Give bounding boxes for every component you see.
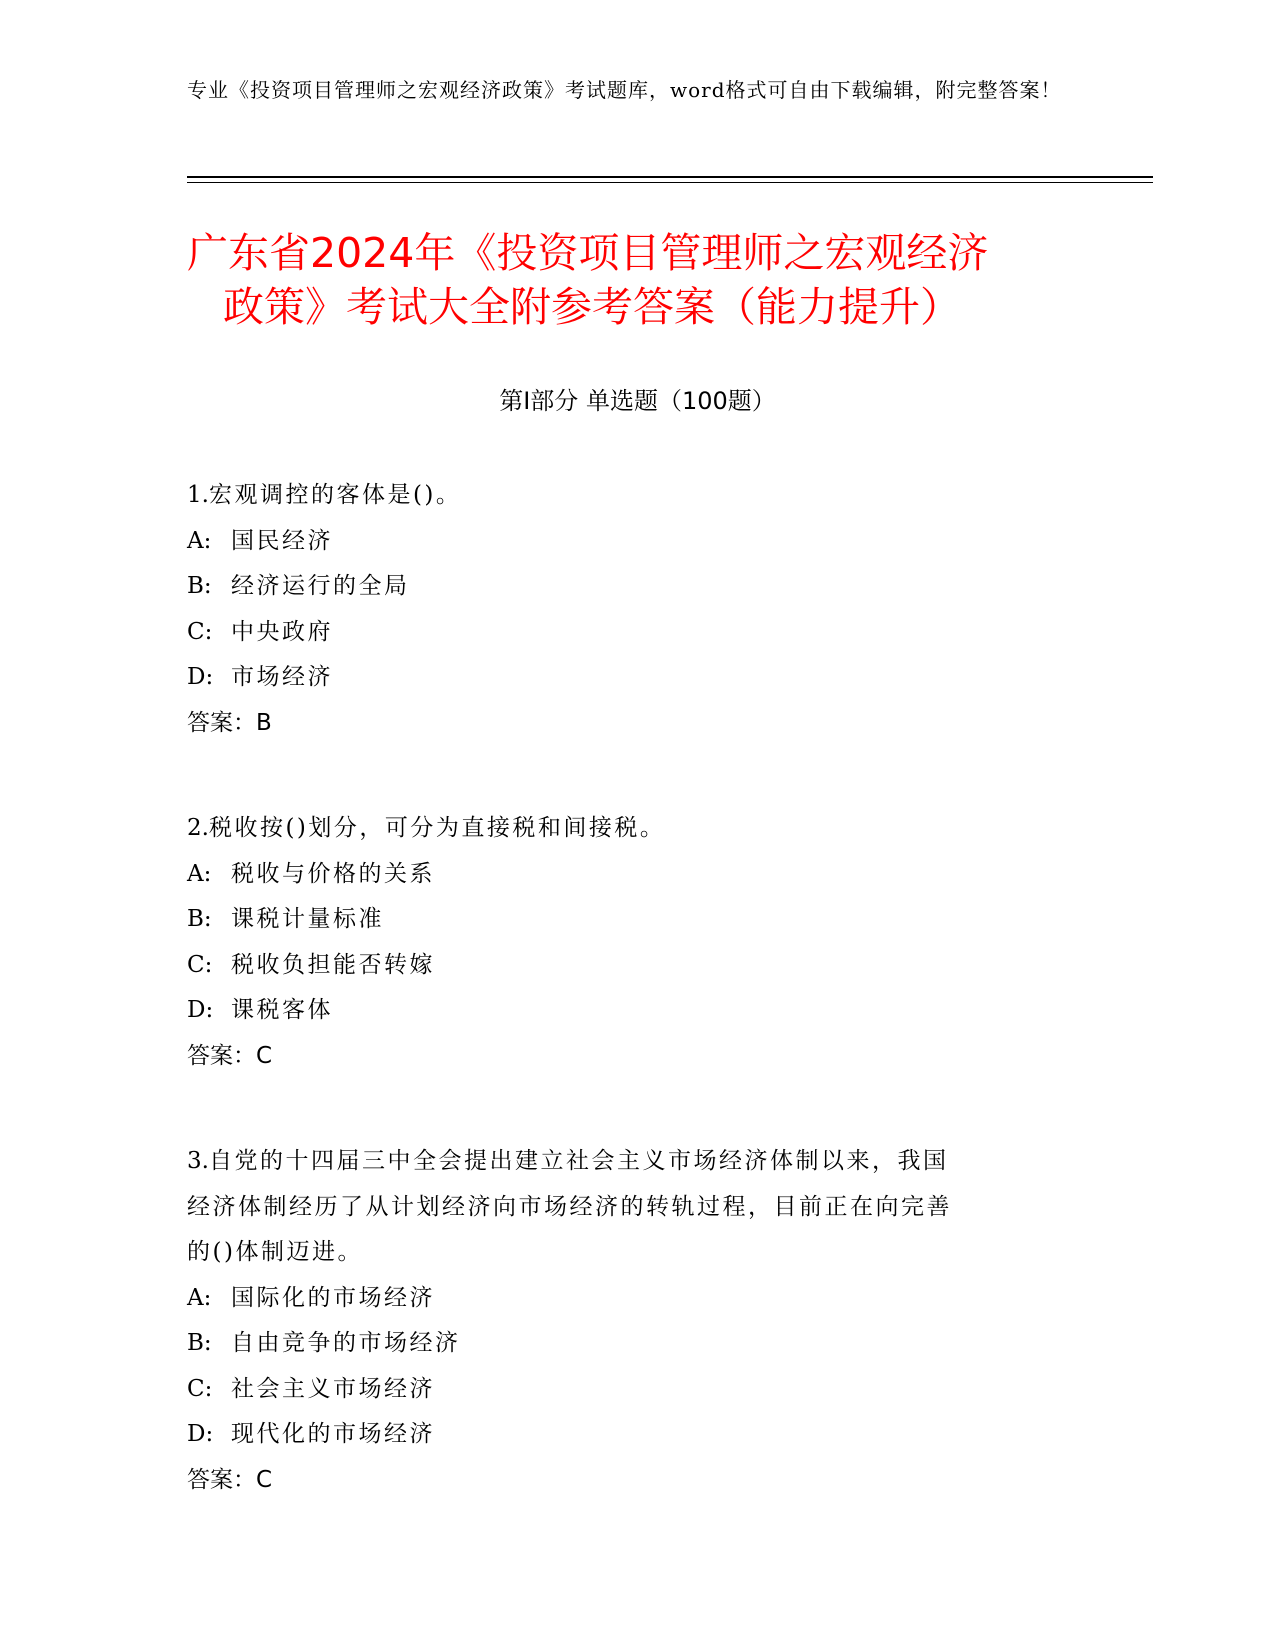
- option-key: C:: [187, 951, 213, 978]
- option-text: 税收负担能否转嫁: [231, 951, 435, 978]
- question-number: 2.: [187, 815, 209, 841]
- question-text: 宏观调控的客体是()。: [208, 482, 462, 508]
- option-key: D:: [187, 664, 214, 690]
- option-text: 国民经济: [231, 527, 333, 554]
- option-a: [187, 852, 1067, 898]
- document-title-line-2: 政策》考试大全附参考答案（能力提升）: [223, 283, 961, 331]
- document-title: [187, 226, 1087, 334]
- header-divider-thin: [187, 182, 1153, 183]
- option-text: 现代化的市场经济: [231, 1421, 435, 1447]
- question-stem-continued: 经济体制经历了从计划经济向市场经济的转轨过程，目前正在向完善: [187, 1193, 952, 1220]
- option-key: D:: [187, 997, 214, 1023]
- option-key: A:: [187, 860, 212, 887]
- question-3: [187, 1139, 1067, 1503]
- option-key: A:: [187, 1284, 212, 1311]
- option-text: 课税计量标准: [231, 906, 384, 932]
- option-key: D:: [187, 1421, 214, 1447]
- option-c: [187, 943, 1067, 989]
- question-stem: [187, 806, 1067, 852]
- question-text: 税收按()划分，可分为直接税和间接税。: [208, 815, 666, 841]
- option-text: 市场经济: [231, 664, 333, 690]
- question-number: 1.: [187, 482, 209, 508]
- question-1: [187, 473, 1067, 746]
- option-b: [187, 897, 1067, 943]
- option-key: B:: [187, 906, 212, 932]
- option-key: B:: [187, 573, 212, 599]
- option-text: 税收与价格的关系: [231, 860, 435, 887]
- question-stem: [187, 473, 1067, 519]
- option-key: C:: [187, 1375, 213, 1402]
- document-title-line-1: 广东省2024年《投资项目管理师之宏观经济: [187, 229, 989, 277]
- answer: 答案：B: [187, 709, 272, 736]
- option-key: A:: [187, 527, 212, 554]
- option-text: 自由竞争的市场经济: [231, 1330, 461, 1356]
- option-text: 经济运行的全局: [231, 573, 410, 599]
- header-note: 专业《投资项目管理师之宏观经济政策》考试题库，word格式可自由下载编辑，附完整答案！: [187, 78, 1062, 102]
- question-text-line: 自党的十四届三中全会提出建立社会主义市场经济体制以来，我国: [208, 1148, 949, 1174]
- option-text: 国际化的市场经济: [231, 1284, 435, 1311]
- option-key: C:: [187, 618, 213, 645]
- option-d: [187, 988, 1067, 1034]
- option-text: 课税客体: [231, 997, 333, 1023]
- option-c: [187, 1367, 1067, 1413]
- answer: 答案：C: [187, 1042, 273, 1069]
- option-b: [187, 1321, 1067, 1367]
- question-stem: [187, 1139, 1067, 1185]
- question-number: 3.: [187, 1148, 209, 1174]
- section-heading: 第I部分 单选题（100题）: [499, 387, 776, 415]
- option-d: [187, 655, 1067, 701]
- header-divider-thick: [187, 176, 1153, 178]
- option-text: 社会主义市场经济: [231, 1375, 435, 1402]
- option-text: 中央政府: [231, 618, 333, 645]
- question-list: [187, 473, 1067, 1563]
- option-c: [187, 610, 1067, 656]
- option-a: [187, 519, 1067, 565]
- option-key: B:: [187, 1330, 212, 1356]
- question-2: [187, 806, 1067, 1079]
- option-a: [187, 1276, 1067, 1322]
- answer: 答案：C: [187, 1466, 273, 1493]
- option-d: [187, 1412, 1067, 1458]
- option-b: [187, 564, 1067, 610]
- question-stem-continued: 的()体制迈进。: [187, 1239, 363, 1265]
